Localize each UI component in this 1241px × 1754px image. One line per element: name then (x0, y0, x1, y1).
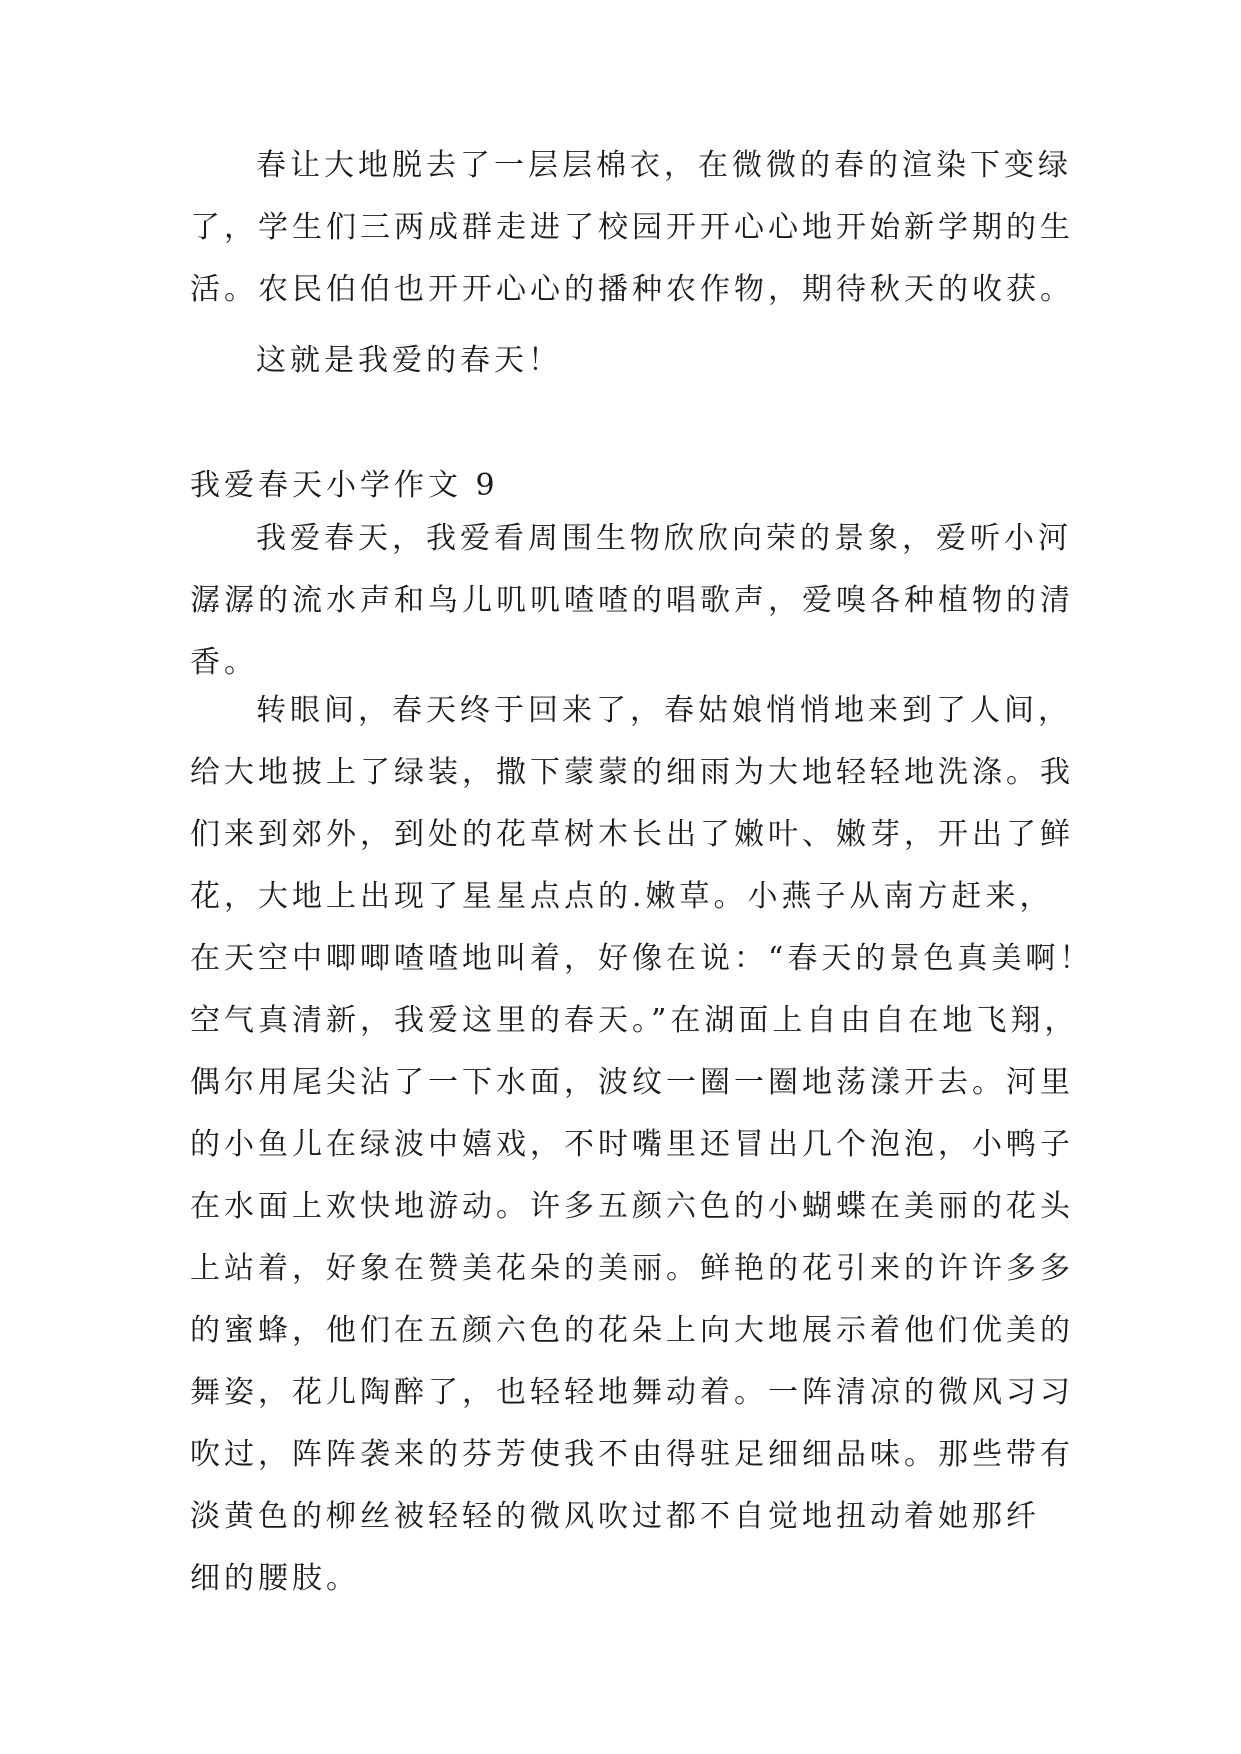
paragraph-3 (190, 508, 1074, 694)
text-line: 活。农民伯伯也开开心心的播种农作物，期待秋天的收获。 (190, 272, 1074, 307)
text-line: 我爱春天，我爱看周围生物欣欣向荣的景象，爱听小河 (256, 521, 1072, 556)
text-line: 在天空中唧唧喳喳地叫着，好像在说：“春天的景色真美啊！ (190, 941, 1094, 976)
paragraph-1 (190, 135, 1074, 321)
text-line: 春让大地脱去了一层层棉衣，在微微的春的渲染下变绿 (256, 148, 1072, 183)
paragraph-2 (190, 330, 1055, 392)
text-line: 这就是我爱的春天！ (256, 343, 562, 378)
paragraph-4 (190, 680, 1094, 1610)
section-heading: 我爱春天小学作文 9 (190, 468, 499, 503)
text-line: 的蜜蜂，他们在五颜六色的花朵上向大地展示着他们优美的 (190, 1313, 1074, 1348)
text-line: 吹过，阵阵袭来的芬芳使我不由得驻足细细品味。那些带有 (190, 1437, 1074, 1472)
text-line: 空气真清新，我爱这里的春天。”在湖面上自由自在地飞翔， (190, 1003, 1079, 1038)
text-line: 花，大地上出现了星星点点的.嫩草。小燕子从南方赶来， (190, 879, 1054, 914)
text-line: 给大地披上了绿装，撒下蒙蒙的细雨为大地轻轻地洗涤。我 (190, 755, 1074, 790)
text-line: 在水面上欢快地游动。许多五颜六色的小蝴蝶在美丽的花头 (190, 1189, 1074, 1224)
text-line: 潺潺的流水声和鸟儿叽叽喳喳的唱歌声，爱嗅各种植物的清 (190, 583, 1074, 618)
text-line: 转眼间，春天终于回来了，春姑娘悄悄地来到了人间， (256, 693, 1072, 728)
text-line: 细的腰肢。 (190, 1561, 360, 1596)
text-line: 的小鱼儿在绿波中嬉戏，不时嘴里还冒出几个泡泡，小鸭子 (190, 1127, 1074, 1162)
text-line: 了，学生们三两成群走进了校园开开心心地开始新学期的生 (190, 210, 1074, 245)
text-line: 淡黄色的柳丝被轻轻的微风吹过都不自觉地扭动着她那纤 (190, 1499, 1040, 1534)
text-line: 们来到郊外，到处的花草树木长出了嫩叶、嫩芽，开出了鲜 (190, 817, 1074, 852)
text-line: 舞姿，花儿陶醉了，也轻轻地舞动着。一阵清凉的微风习习 (190, 1375, 1074, 1410)
text-line: 偶尔用尾尖沾了一下水面，波纹一圈一圈地荡漾开去。河里 (190, 1065, 1074, 1100)
text-line: 上站着，好象在赞美花朵的美丽。鲜艳的花引来的许许多多 (190, 1251, 1074, 1286)
text-line: 香。 (190, 645, 258, 680)
